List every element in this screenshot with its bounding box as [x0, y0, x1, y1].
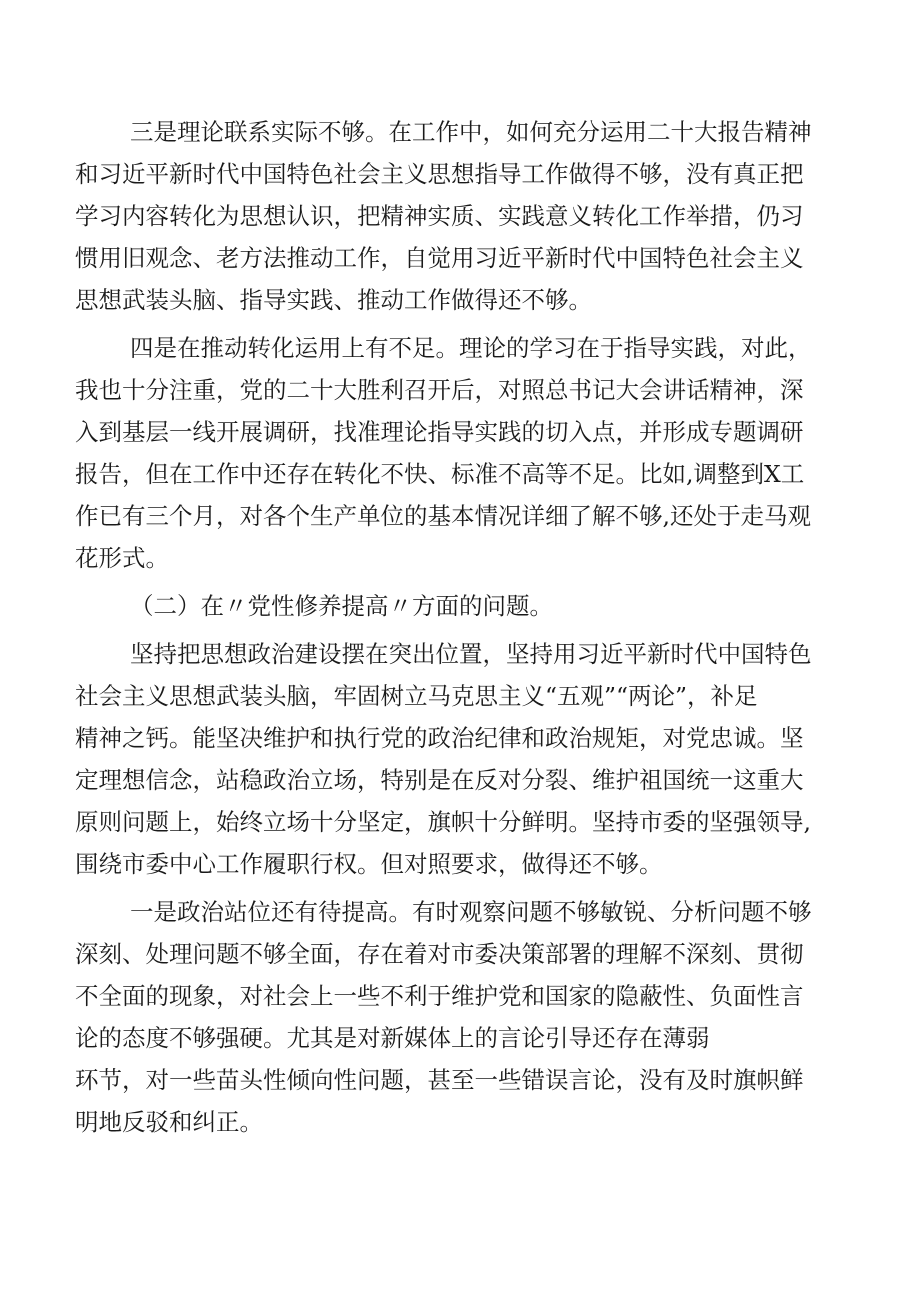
text-line: 精神之钙。能坚决维护和执行党的政治纪律和政治规矩，对党忠诚。坚 [75, 724, 804, 752]
text-line: 定理想信念，站稳政治立场，特别是在反对分裂、维护祖国统一这重大 [75, 766, 804, 794]
text-line: 社会主义思想武装头脑，牢固树立马克思主义“五观”“两论”，补足 [75, 682, 758, 710]
text-line: 我也十分注重，党的二十大胜利召开后，对照总书记大会讲话精神，深 [75, 376, 804, 404]
text-line: 一是政治站位还有待提高。有时观察问题不够敏锐、分析问题不够 [130, 898, 812, 926]
text-line: 入到基层一线开展调研，找准理论指导实践的切入点，并形成专题调研 [75, 418, 804, 446]
text-line: 论的态度不够强硬。尤其是对新媒体上的言论引导还存在薄弱 [75, 1024, 710, 1052]
text-line: 学习内容转化为思想认识，把精神实质、实践意义转化工作举措，仍习 [75, 202, 804, 230]
text-line: 环节，对一些苗头性倾向性问题，甚至一些错误言论，没有及时旗帜鲜 [75, 1066, 804, 1094]
text-line: 作已有三个月，对各个生产单位的基本情况详细了解不够,还处于走马观 [75, 502, 811, 530]
text-line: 坚持把思想政治建设摆在突出位置，坚持用习近平新时代中国特色 [130, 640, 812, 668]
text-line: 不全面的现象，对社会上一些不利于维护党和国家的隐蔽性、负面性言 [75, 982, 804, 1010]
text-line: 和习近平新时代中国特色社会主义思想指导工作做得不够，没有真正把 [75, 160, 804, 188]
text-line: 花形式。 [75, 544, 169, 572]
text-line: 惯用旧观念、老方法推动工作，自觉用习近平新时代中国特色社会主义 [75, 244, 804, 272]
text-line: 明地反驳和纠正。 [75, 1108, 263, 1136]
text-line: 四是在推动转化运用上有不足。理论的学习在于指导实践，对此， [130, 334, 812, 362]
section-heading: （二）在〃党性修养提高〃方面的问题。 [130, 592, 553, 620]
text-line: 报告，但在工作中还存在转化不快、标准不高等不足。比如,调整到X工 [75, 460, 805, 488]
text-line: 原则问题上，始终立场十分坚定，旗帜十分鲜明。坚持市委的坚强领导, [75, 808, 811, 836]
text-line: 三是理论联系实际不够。在工作中，如何充分运用二十大报告精神 [130, 118, 812, 146]
text-line: 思想武装头脑、指导实践、推动工作做得还不够。 [75, 286, 592, 314]
text-line: 深刻、处理问题不够全面，存在着对市委决策部署的理解不深刻、贯彻 [75, 940, 804, 968]
text-line: 围绕市委中心工作履职行权。但对照要求，做得还不够。 [75, 850, 663, 878]
